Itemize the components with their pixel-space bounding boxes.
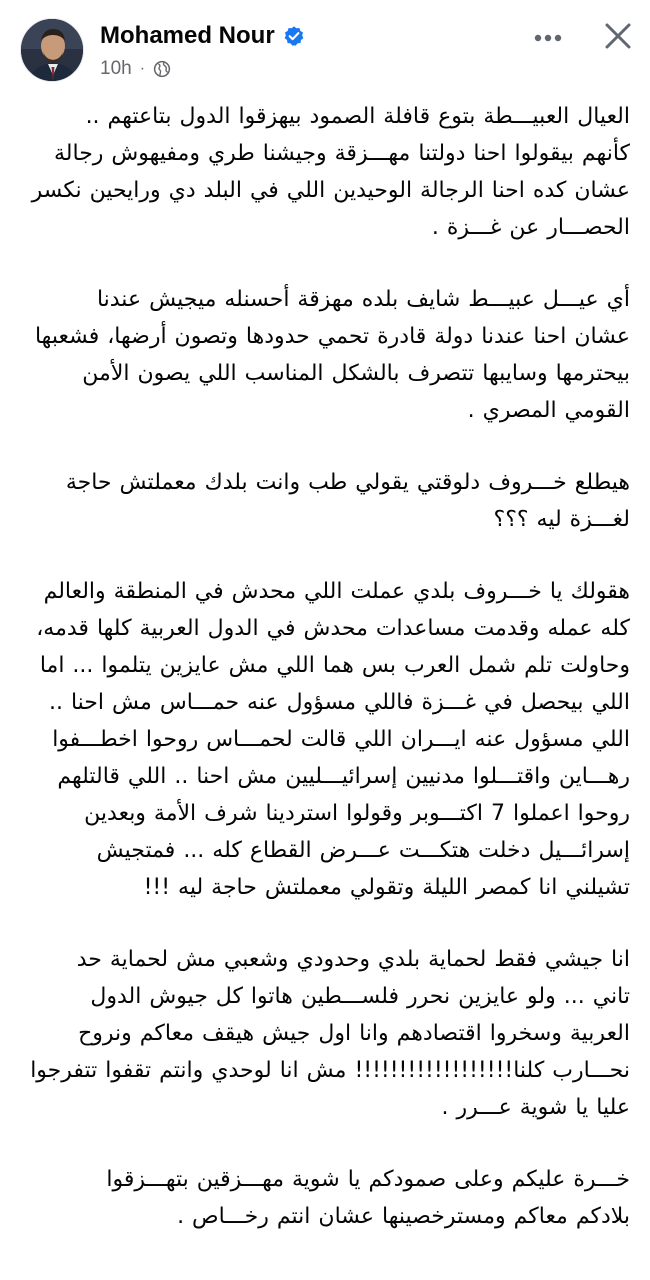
- author-row: [100, 20, 305, 52]
- post-line: هيطلع خـــروف دلوقتي يقولي طب وانت بلدك معملتش حاجة: [65, 470, 630, 495]
- meta-separator: ·: [139, 60, 146, 77]
- post-line: اللي بيحصل في غـــزة فاللي مسؤول عنه حمـــاس مش احنا ..: [48, 690, 630, 715]
- close-icon: [603, 21, 633, 51]
- post-line: عشان احنا عندنا دولة قادرة تحمي حدودها وتصون أرضها، فشعبها: [34, 324, 630, 349]
- post-line: تاني ... ولو عايزين نحرر فلســـطين هاتوا كل جيوش الدول: [90, 984, 630, 1009]
- post-paragraph-1: [28, 98, 630, 246]
- post-line: عشان كده احنا الرجالة الوحيدين اللي في البلد دي ورايحين نكسر: [31, 178, 630, 203]
- post-line: اللي مسؤول عنه ايـــران اللي قالت لحمـــاس روحوا اخطـــفوا: [52, 727, 630, 752]
- globe-icon[interactable]: [153, 60, 171, 78]
- post-line: روحوا اعملوا 7 اكتـــوبر وقولوا استردينا شرف الأمة وبعدين: [84, 801, 630, 826]
- post-line: وحاولت تلم شمل العرب بس هما اللي مش عايزين يتلموا ... اما: [39, 653, 630, 678]
- post-line: خـــرة عليكم وعلى صمودكم يا شوية مهـــزقين بتهـــزقوا: [106, 1167, 630, 1192]
- post-header: [0, 0, 650, 92]
- post-body: [28, 98, 630, 1273]
- post-line: القومي المصري .: [467, 398, 630, 423]
- post-meta: [100, 56, 171, 82]
- post-paragraph-6: [28, 1161, 630, 1235]
- post-paragraph-3: [28, 464, 630, 538]
- more-options-button[interactable]: [530, 20, 566, 56]
- post-timestamp[interactable]: 10h: [100, 58, 132, 79]
- post-line: العربية وسخروا اقتصادهم وانا اول جيش هيقف معاكم ونروح: [78, 1021, 630, 1046]
- post-line: بلادكم معاكم ومسترخصينها عشان انتم رخـــاص .: [177, 1204, 630, 1229]
- post-paragraph-5: [28, 941, 630, 1126]
- author-name[interactable]: Mohamed Nour: [100, 22, 275, 49]
- post-line: كله عمله وقدمت مساعدات محدش في الدول العربية كلها قدمه،: [36, 616, 630, 641]
- post-line: لغـــزة ليه ؟؟؟: [493, 507, 630, 532]
- more-horizontal-icon: [534, 34, 562, 42]
- post-line: الحصـــار عن غـــزة .: [431, 215, 630, 240]
- avatar[interactable]: [20, 18, 84, 82]
- post-line: انا جيشي فقط لحماية بلدي وحدودي وشعبي مش لحماية حد: [76, 947, 630, 972]
- verified-badge-icon: [283, 25, 305, 47]
- post-line: العيال العبيـــطة بتوع قافلة الصمود بيهزقوا الدول بتاعتهم ..: [85, 104, 630, 129]
- post-line: نحـــارب كلنا!!!!!!!!!!!!!!!!!! مش انا لوحدي وانتم تقفوا تتفرجوا: [30, 1058, 630, 1083]
- close-button[interactable]: [596, 14, 640, 58]
- post-line: عليا يا شوية عـــرر .: [441, 1095, 630, 1120]
- post-line: رهـــاين واقتـــلوا مدنيين إسرائيـــليين مش احنا .. اللي قالتلهم: [57, 764, 630, 789]
- post-line: بيحترمها وسايبها تتصرف بالشكل المناسب اللي يصون الأمن: [82, 361, 630, 386]
- post-line: كأنهم بيقولوا احنا دولتنا مهـــزقة وجيشنا طري ومفيهوش رجالة: [54, 141, 630, 166]
- post-line: أي عيـــل عبيـــط شايف بلده مهزقة أحسنله ميجيش عندنا: [96, 287, 630, 312]
- post-paragraph-4: [28, 573, 630, 906]
- post-paragraph-2: [28, 281, 630, 429]
- post-line: تشيلني انا كمصر الليلة وتقولي معملتش حاجة ليه !!!: [143, 875, 630, 900]
- post-line: هقولك يا خـــروف بلدي عملت اللي محدش في المنطقة والعالم: [43, 579, 630, 604]
- post-line: إسرائـــيل دخلت هتكـــت عـــرض القطاع كله ... فمتجيش: [96, 838, 630, 863]
